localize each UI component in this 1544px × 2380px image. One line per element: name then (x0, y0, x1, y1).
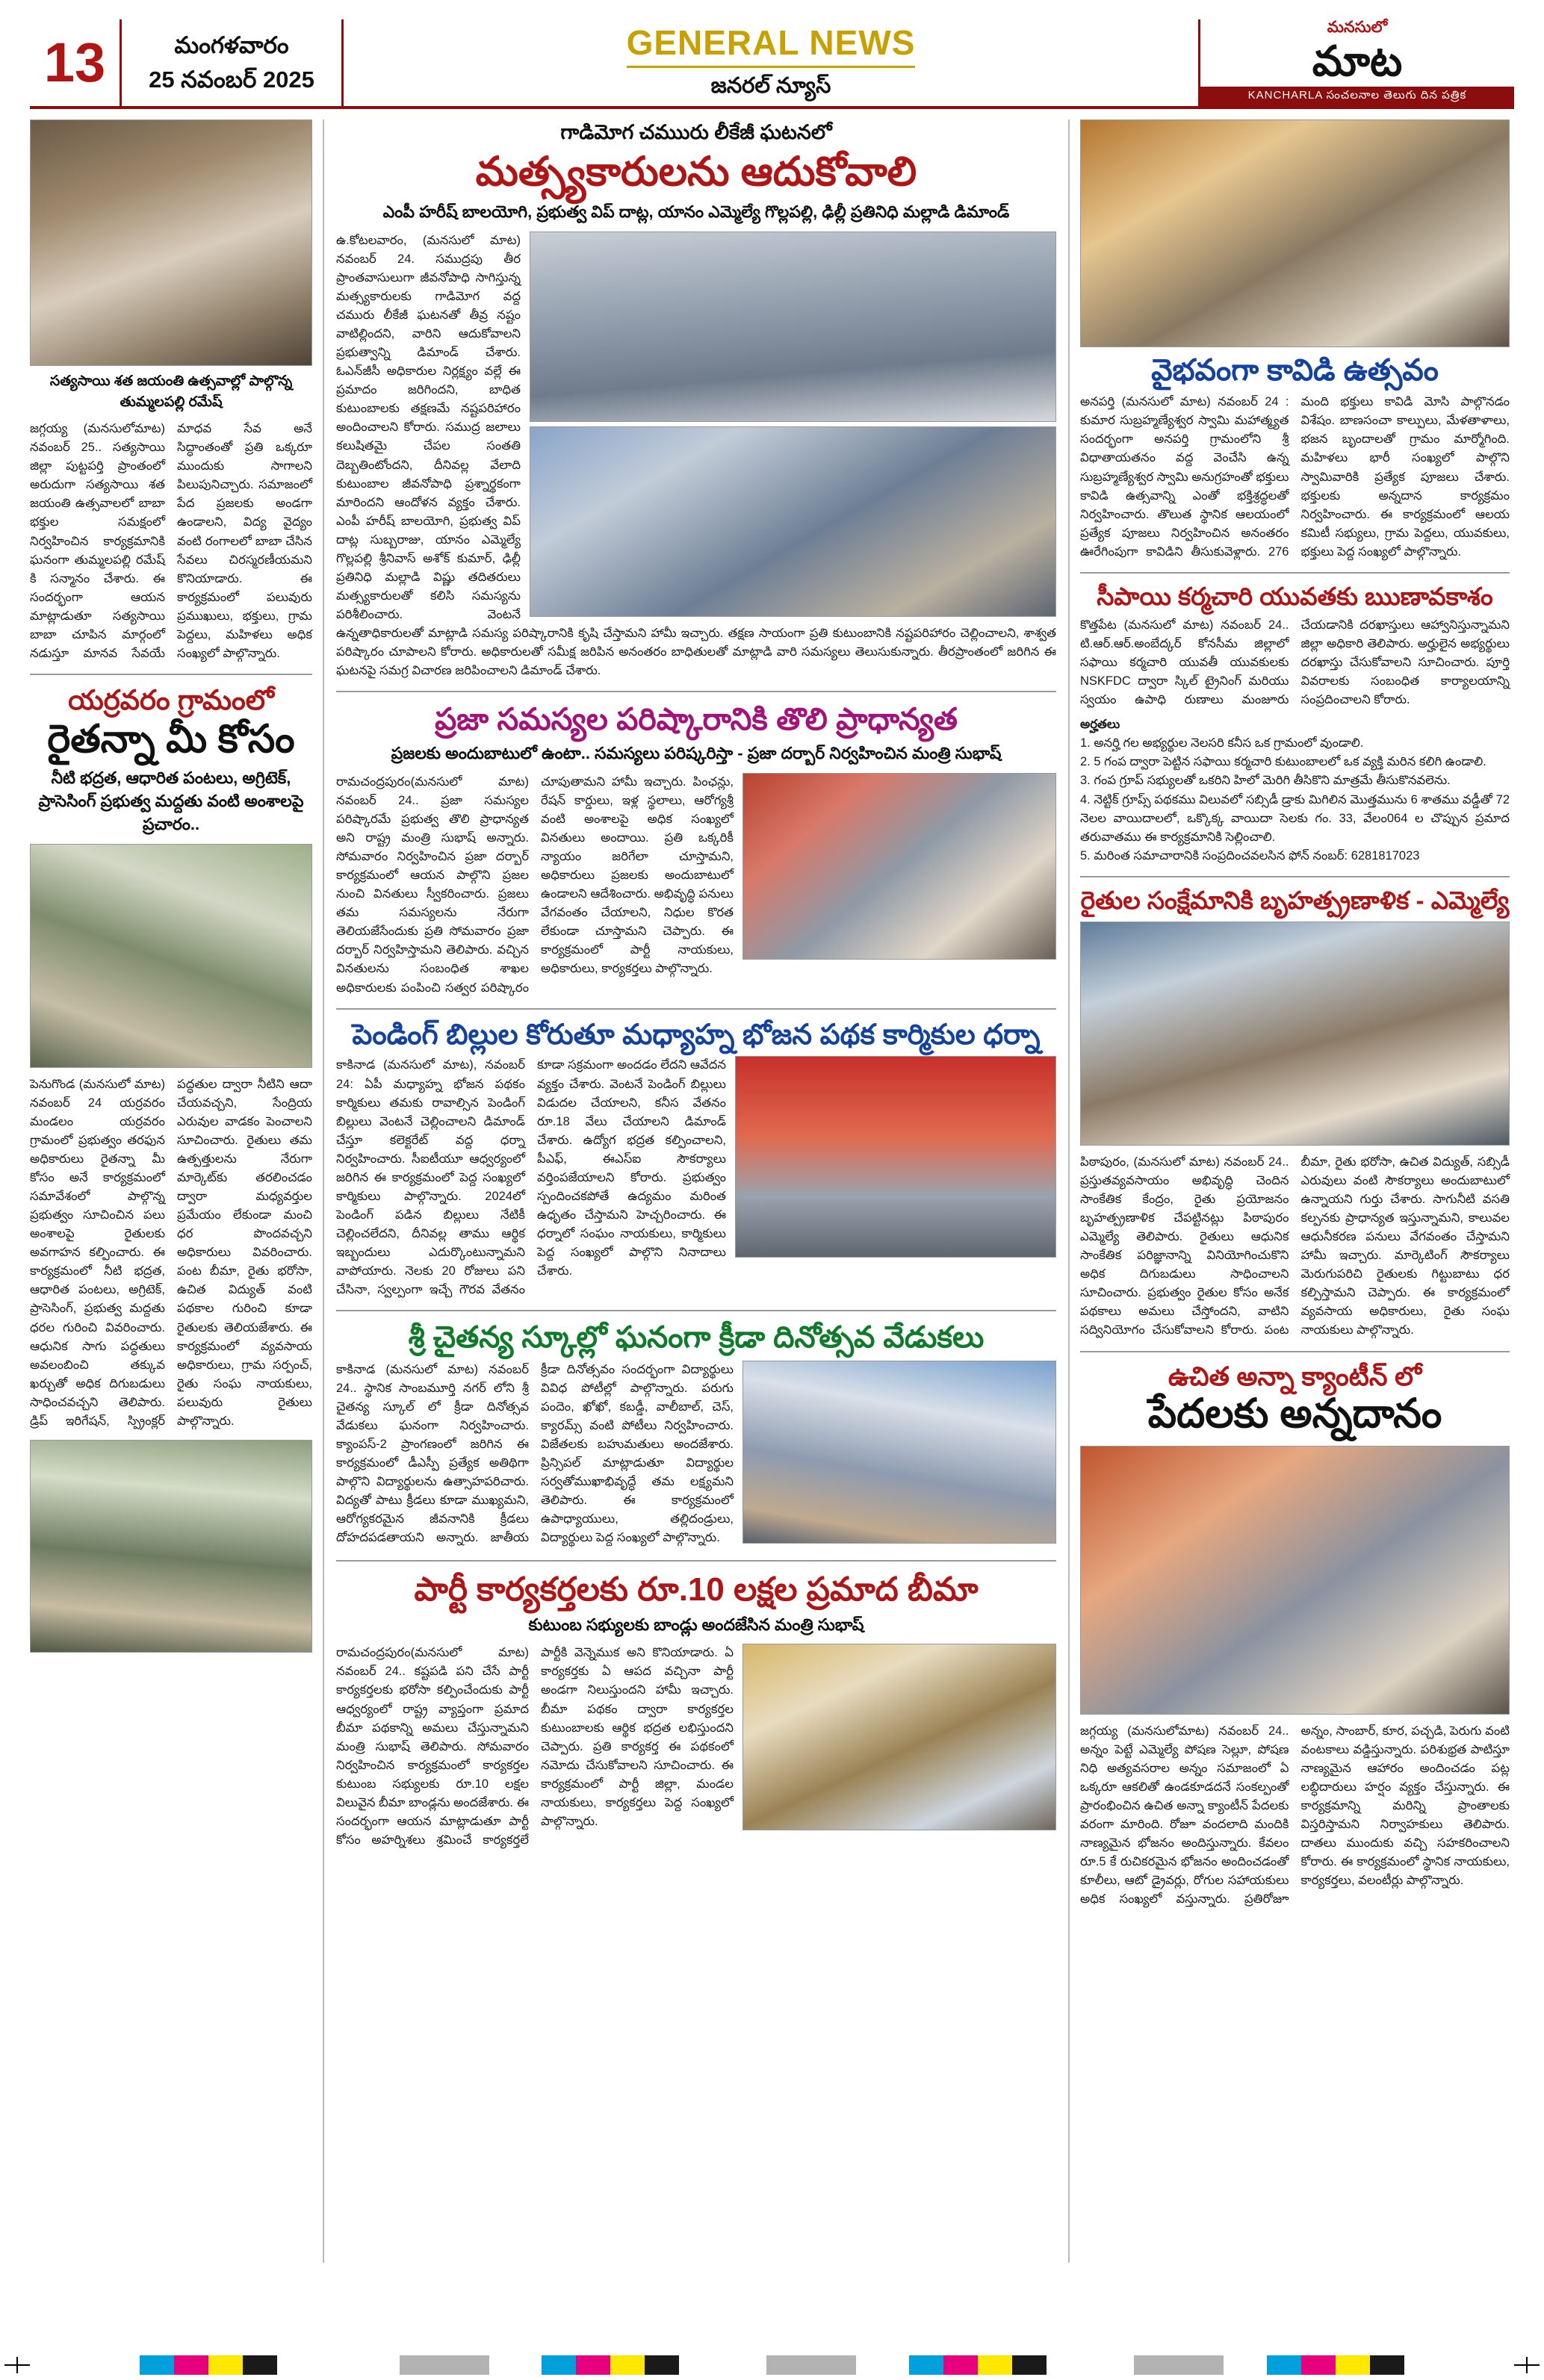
divider (30, 674, 312, 675)
headline-anna-canteen-2: పేదలకు అన్నదానం (1147, 1391, 1442, 1436)
figure-midday-meal (735, 1056, 1056, 1258)
kicker-oil-leak: గాడిమోగ చముురు లీకేజీ ఘటనలో (560, 121, 832, 143)
body-sports-day: కాకినాడ (మనసులో మాట) నవంబర్ 24.. స్థానిక సాంబమూర్తి నగర్ లోని శ్రీ చైతన్య స్కూల్ లో క్రీడా దినోత్సవ వేడుకలు ఘనంగా నిర్వహించారు. క్యాంపస్-2 ప్రాంగణంలో జరిగిన ఈ కార్యక్రమంలో డీఎస్పీ ప్రత్యేక అతిథిగా పాల్గొని విద్యార్థులను ఉత్సాహపరిచారు. విద్యతో పాటు క్రీడలు కూడా ముఖ్యమని, ఆరోగ్యకరమైన జీవనానికి క్రీడలు దోహదపడతాయని అన్నారు. జాతీయ క్రీడా దినోత్సవం సందర్భంగా విద్యార్థులు వివిధ పోటీల్లో పాల్గొన్నారు. పరుగు పందెం, ఖోఖో, కబడ్డీ, వాలీబాల్, చెస్, క్యారమ్స్ వంటి పోటీలు నిర్వహించారు. విజేతలకు బహుమతులు అందజేశారు. ప్రిన్సిపల్ మాట్లాడుతూ విద్యార్థుల సర్వతోముఖాభివృద్ధే తమ లక్ష్యమని తెలిపారు. ఈ కార్యక్రమంలో ఉపాధ్యాయులు, తల్లిదండ్రులు, విద్యార్థులు పెద్ద సంఖ్యలో పాల్గొన్నారు. (336, 1362, 734, 1545)
story-praja-darbar (336, 701, 1056, 997)
date-block (120, 19, 344, 106)
list-item: 1. అనర్హి గల అభ్యర్థుల నెలసరి కనీస ఒక గ్రామంలో వుండాలి. (1080, 736, 1364, 751)
list-item: 5. మరింత సమాచారానికి సంప్రదించవలసిన ఫోన్ నంబర్: 6281817023 (1080, 848, 1420, 863)
story-satyasai (30, 119, 312, 663)
photo-kavadi (1080, 119, 1510, 347)
photo-praja-darbar (742, 773, 1056, 960)
page-columns (30, 119, 1514, 2263)
headline-insurance: పార్టీ కార్యకర్తలకు రూ.10 లక్షల ప్రమాద బీమా (414, 1570, 979, 1608)
print-registration-bar (0, 2350, 1544, 2380)
figure-insurance (742, 1644, 1056, 1830)
headline-safai-loans: సీపాయి కర్మచారి యువతకు ఋణావకాశం (1097, 582, 1493, 610)
figure-praja-darbar (742, 773, 1056, 960)
section-title (344, 19, 1200, 106)
headline-praja-darbar: ప్రజా సమస్యల పరిష్కారానికి తొలి ప్రాధాన్యత (435, 702, 958, 737)
logo-footer-bar: KANCHARLA సంచలనాల తెలుగు దిన పత్రిక (1200, 87, 1514, 107)
headline-oil-leak: మత్స్యకారులను ఆదుకోవాలి (475, 149, 917, 195)
logo-wordmark: మాట (1312, 37, 1403, 84)
photo-anna-canteen (1080, 1446, 1510, 1715)
photo-yerravaram-2 (30, 1440, 312, 1653)
body-kavadi: అనపర్తి (మనసులో మాట) నవంబర్ 24 : కుమార సుబ్రహ్మణ్యేశ్వర స్వామి మహాత్మ్యత సందర్భంగా అనపర్తి గ్రామంలోని శ్రీ విధాతాయతనం వద్ద వెంచేసి ఉన్న సుబ్రహ్మణ్యేశ్వర స్వామి అనుగ్రహంతో భక్తులు కావిడి ఉత్సవాన్ని ఎంతో భక్తిశ్రద్ధలతో నిర్వహించారు. తొలుత స్థానిక ఆలయంలో ప్రత్యేక పూజలు నిర్వహించిన అనంతరం ఊరేగింపుగా కావిడిని తీసుకువెళ్లారు. 276 మంది భక్తులు కావిడి మోసి పాల్గొనడం విశేషం. బాణసంచా కాల్పులు, మేళతాళాలు, భజన బృందాలతో గ్రామం మార్మోగింది. మహిళలు భారీ సంఖ్యలో పాల్గొని స్వామివారికి ప్రత్యేక పూజలు చేశారు. భక్తులకు అన్నదాన కార్యక్రమం నిర్వహించారు. ఈ కార్యక్రమంలో ఆలయ కమిటీ సభ్యులు, గ్రామ పెద్దలు, యువకులు, భక్తులు పెద్ద సంఖ్యలో పాల్గొన్నారు. (1080, 395, 1510, 559)
registration-cross-icon (0, 2355, 34, 2375)
body-midday-meal: కాకినాడ (మనసులో మాట), నవంబర్ 24: ఏపీ మధ్యాహ్న భోజన పథకం కార్మికులు తమకు రావాల్సిన పెండింగ్ బిల్లులు వెంటనే చెల్లించాలని డిమాండ్ చేస్తూ కలెక్టరేట్ వద్ద ధర్నా నిర్వహించారు. సీఐటీయూ ఆధ్వర్యంలో జరిగిన ఈ కార్యక్రమంలో పెద్ద సంఖ్యలో కార్మికులు పాల్గొన్నారు. 2024లో పెండింగ్ పడిన బిల్లులు నేటికీ చెల్లించలేదని, దీనివల్ల తాము ఆర్థిక ఇబ్బందులు ఎదుర్కొంటున్నామని వాపోయారు. నెలకు 20 రోజులు పని చేసినా, స్వల్పంగా ఇచ్చే గౌరవ వేతనం కూడా సక్రమంగా అందడం లేదని ఆవేదన వ్యక్తం చేశారు. వెంటనే పెండింగ్ బిల్లులు విడుదల చేయాలని, కనీస వేతనం రూ.18 వేలు చేయాలని డిమాండ్ చేశారు. ఉద్యోగ భద్రత కల్పించాలని, పీఎఫ్, ఈఎస్ఐ సౌకర్యాలు వర్తింపజేయాలని కోరారు. ప్రభుత్వం స్పందించకపోతే ఉద్యమం మరింత ఉధృతం చేస్తామని హెచ్చరించారు. ఈ ధర్నాలో సంఘం నాయకులు, కార్మికులు పెద్ద సంఖ్యలో పాల్గొని నినాదాలు చేశారు. (336, 1058, 726, 1297)
story-insurance (336, 1570, 1056, 1851)
body-anna-canteen: జగ్గయ్య (మనసులోమాట) నవంబర్ 24.. అన్నం పెట్టే ఎమ్మెల్యే పోషణ సెల్లూ, పోషణ నిధి అత్యవసరాల అన్నం సమాజంలో ఏ ఒక్కరూ ఆకలితో ఉండకూడదనే సంకల్పంతో ప్రారంభించిన ఉచిత అన్నా క్యాంటీన్ పేదలకు వరంగా మారింది. రోజూ వందలాది మందికి నాణ్యమైన భోజనం అందిస్తున్నారు. కేవలం రూ.5 కే రుచికరమైన భోజనం అందించడంతో కూలీలు, ఆటో డ్రైవర్లు, రోగుల సహాయకులు అధిక సంఖ్యలో వస్తున్నారు. ప్రతిరోజూ అన్నం, సాంబార్, కూర, పచ్చడి, పెరుగు వంటి వంటకాలు వడ్డిస్తున్నారు. పరిశుభ్రత పాటిస్తూ నాణ్యమైన ఆహారం అందించడం పట్ల లబ్ధిదారులు హర్షం వ్యక్తం చేస్తున్నారు. ఈ కార్యక్రమాన్ని మరిన్ని ప్రాంతాలకు విస్తరిస్తామని నిర్వాహకులు తెలిపారు. దాతలు ముందుకు వచ్చి సహకరించాలని కోరారు. ఈ కార్యక్రమంలో స్థానిక నాయకులు, కార్యకర్తలు, వలంటీర్లు పాల్గొన్నారు. (1080, 1724, 1510, 1907)
weekday: మంగళవారం (174, 31, 289, 58)
headline-midday-meal: పెండింగ్ బిల్లుల కోరుతూ మధ్యాహ్న భోజన పథక కార్మికుల ధర్నా (352, 1019, 1041, 1051)
photo-midday-meal (735, 1056, 1056, 1258)
divider (336, 1560, 1056, 1562)
headline-anna-canteen-1: ఉచిత అన్నా క్యాంటీన్ లో (1168, 1361, 1422, 1391)
subhead-insurance: కుటుంబ సభ్యులకు బాండ్లు అందజేసిన మంత్రి సుభాష్ (528, 1615, 864, 1634)
divider (1080, 876, 1510, 877)
body-safai-loans: కొత్తపేట (మనసులో మాట) నవంబర్ 24.. టి.ఆర్.ఆర్.అంబేద్కర్ కోనసీమ జిల్లాలో సఫాయి కర్మచారి యువతీ యువకులకు NSKFDC ద్వారా స్కిల్ ట్రైనింగ్ మరియు స్వయం ఉపాధి రుణాలు మంజూరు చేయడానికి దరఖాస్తులు ఆహ్వానిస్తున్నామని జిల్లా అధికారి తెలిపారు. అర్హులైన అభ్యర్థులు దరఖాస్తు చేసుకోవాలని సూచించారు. పూర్తి వివరాలకు సంబంధిత కార్యాలయాన్ని సంప్రదించాలని కోరారు. (1080, 618, 1510, 707)
column-middle (323, 119, 1070, 2263)
photo-satyasai (30, 119, 312, 366)
masthead (30, 19, 1514, 109)
subhead-yerravaram: నీటి భద్రత, ఆధారిత పంటలు, అగ్రిటెక్, ప్రాసెసింగ్ ప్రభుత్వ మద్దతు వంటి అంశాలపై ప్రచారం.. (38, 768, 304, 833)
registration-cross-icon (1510, 2355, 1544, 2375)
divider (336, 1310, 1056, 1311)
photo-yerravaram (30, 844, 312, 1068)
story-safai-loans (1080, 582, 1510, 866)
column-left (30, 119, 312, 2263)
headline-farmers-plan: రైతుల సంక్షేమానికి బృహత్ప్రణాళిక - ఎమ్మెల్యే (1080, 886, 1510, 914)
column-right (1080, 119, 1510, 2263)
divider (1080, 572, 1510, 574)
figure-oil-leak (530, 232, 1056, 617)
story-kavadi (1080, 119, 1510, 562)
subhead-oil-leak: ఎంపీ హరీష్ బాలయోగి, ప్రభుత్వ విప్ దాట్ల, యానం ఎమ్మెల్యే గొల్లపల్లి, ఢిల్లీ ప్రతినిధి మల్లాడి డిమాండ్ (382, 202, 1010, 221)
story-midday-meal (336, 1019, 1056, 1300)
divider (1080, 1351, 1510, 1352)
label-eligibility: అర్హతలు (1080, 718, 1120, 732)
headline-yerravaram-2: రైతన్నా మీ కోసం (47, 717, 295, 761)
headline-kavadi: వైభవంగా కావిడి ఉత్సవం (1151, 354, 1439, 387)
story-sports-day (336, 1320, 1056, 1549)
list-item: 3. గంప గ్రూప్ సభ్యులతో ఒకరిని హిలో మెరిగి తీసికొని మాత్రమే తీసుకొనవలెను. (1080, 774, 1451, 788)
photo-farmers-plan (1080, 922, 1510, 1146)
body-farmers-plan: పిఠాపురం, (మనసులో మాట) నవంబర్ 24.. ప్రస్తుతవ్యవసాయం అభివృద్ధి చెందిన సాంకేతిక కేంద్రం, రైతు ప్రయోజనం బృహత్ప్రణాళిక చేపట్టినట్లు పిఠాపురం ఎమ్మెల్యే తెలిపారు. రైతులు ఆధునిక సాంకేతిక పరిజ్ఞానాన్ని వినియోగించుకొని అధిక దిగుబడులు సాధించాలని సూచించారు. ప్రభుత్వం రైతుల కోసం అనేక పథకాలు అమలు చేస్తోందని, వాటిని సద్వినియోగం చేసుకోవాలని కోరారు. పంట బీమా, రైతు భరోసా, ఉచిత విద్యుత్, సబ్సిడీ ఎరువులు వంటి సౌకర్యాలు అందుబాటులో ఉన్నాయని గుర్తు చేశారు. సాగునీటి వసతి కల్పనకు ప్రాధాన్యత ఇస్తున్నామని, కాలువల ఆధునీకరణ పనులు వేగవంతం చేస్తామని హామీ ఇచ్చారు. మార్కెటింగ్ సౌకర్యాలు మెరుగుపరిచి రైతులకు గిట్టుబాటు ధర కల్పిస్తామని చెప్పారు. ఈ కార్యక్రమంలో వ్యవసాయ అధికారులు, రైతు సంఘ నాయకులు పాల్గొన్నారు. (1080, 1155, 1510, 1337)
body-yerravaram: పెనుగొండ (మనసులో మాట) నవంబర్ 24 యర్రవరం మండలం యర్రవరం గ్రామంలో ప్రభుత్వం తరఫున అధికారులు రైతన్నా మీ కోసం అనే కార్యక్రమంలో సమావేశంలో పాల్గొన్న ప్రభుత్వం సూచించిన పలు అంశాలపై రైతులకు అవగాహన కల్పించారు. ఈ కార్యక్రమంలో నీటి భద్రత, ఆధారిత పంటలు, అగ్రిటెక్, ప్రాసెసింగ్, ప్రభుత్వ మద్దతు ధరల గురించి వివరించారు. ఆధునిక సాగు పద్ధతులు అవలంబించి తక్కువ ఖర్చుతో అధిక దిగుబడులు సాధించవచ్చని తెలిపారు. డ్రిప్ ఇరిగేషన్, స్ప్రింక్లర్ పద్ధతుల ద్వారా నీటిని ఆదా చేయవచ్చని, సేంద్రియ ఎరువుల వాడకం పెంచాలని సూచించారు. రైతులు తమ ఉత్పత్తులను నేరుగా మార్కెట్‌కు తరలించడం ద్వారా మధ్యవర్తుల ప్రమేయం లేకుండా మంచి ధర పొందవచ్చని అధికారులు వివరించారు. పంట బీమా, రైతు భరోసా, ఉచిత విద్యుత్ వంటి పథకాల గురించి కూడా రైతులకు తెలియజేశారు. ఈ కార్యక్రమంలో వ్యవసాయ అధికారులు, గ్రామ సర్పంచ్, రైతు సంఘ నాయకులు, పలువురు రైతులు పాల్గొన్నారు. (30, 1077, 312, 1428)
photo-sports-day (742, 1361, 1056, 1544)
list-eligibility (1080, 734, 1510, 866)
story-yerravaram (30, 684, 312, 1653)
caption-satyasai: సత్యసాయి శత జయంతి ఉత్సవాల్లో పాల్గొన్న తుమ్మలపల్లి రమేష్ (49, 373, 293, 410)
paper-logo (1200, 19, 1514, 106)
newspaper-page (0, 19, 1544, 2380)
headline-yerravaram-1: యర్రవరం గ్రామంలో (68, 685, 274, 716)
page-number: 13 (43, 31, 106, 93)
photo-insurance (742, 1644, 1056, 1830)
list-item: 4. నెట్టిక్ గ్రూప్స్ పథకము విలువలో సబ్సిడీ డ్రాకు మిగిలిన మొత్తమును 6 శాతము వడ్డీతో 72 నెలల వాయిదాలలో, ఒక్కొక్క వాయిదా సెలకు గం. 33, వేలం064 ల చొప్పున ప్రమాద తరువాతము ఈ కార్యక్రమానికి సెల్లించాలి. (1080, 792, 1510, 844)
story-anna-canteen (1080, 1361, 1510, 1910)
photo-oil-leak-2 (530, 426, 1056, 617)
body-oil-leak: ఉ.కోటలవారం, (మనసులో మాట) నవంబర్ 24. సముద్రపు తీర ప్రాంతవాసులుగా జీవనోపాధి సాగిస్తున్న మత్స్యకారులకు గాడిమోగ వద్ద చమురు లీకేజీ ఘటనతో తీవ్ర నష్టం వాటిల్లిందని, వారిని ఆదుకోవాలని ప్రభుత్వాన్ని డిమాండ్ చేశారు. ఓఎన్‌జీసీ అధికారుల నిర్లక్ష్యం వల్లే ఈ ప్రమాదం జరిగిందని, బాధిత కుటుంబాలకు తక్షణమే నష్టపరిహారం అందించాలని కోరారు. సముద్ర జలాలు కలుషితమై చేపల సంతతి దెబ్బతింటోందని, దీనివల్ల వేలాది కుటుంబాల జీవనోపాధి ప్రశ్నార్థకంగా మారిందని ఆందోళన వ్యక్తం చేశారు. ఎంపీ హరీష్ బాలయోగి, ప్రభుత్వ విప్ దాట్ల సుబ్బరాజు, యానం ఎమ్మెల్యే గొల్లపల్లి శ్రీనివాస్ అశోక్ కుమార్, ఢిల్లీ ప్రతినిధి మల్లాడి విష్ణు తదితరులు మత్స్యకారులతో కలిసి సమస్యను పరిశీలించారు. వెంటనే ఉన్నతాధికారులతో మాట్లాడి సమస్య పరిష్కారానికి కృషి చేస్తామని హామీ ఇచ్చారు. తక్షణ సాయంగా ప్రతి కుటుంబానికి నష్టపరిహారం చెల్లించాలని, శాశ్వత పరిష్కారం చూపాలని కోరారు. అధికారులతో సమీక్ష జరిపిన అనంతరం బాధితులతో మాట్లాడి వారి సమస్యలు తెలుసుకున్నారు. తీరప్రాంతంలో జరిగిన ఈ ఘటనపై సమగ్ర విచారణ జరిపించాలని డిమాండ్ చేశారు. (336, 233, 1056, 678)
section-title-en: GENERAL NEWS (627, 22, 916, 68)
divider (336, 1008, 1056, 1010)
body-insurance: రామచంద్రపురం(మనసులో మాట) నవంబర్ 24.. కష్టపడి పని చేసే పార్టీ కార్యకర్తలకు భరోసా కల్పించేందుకు పార్టీ ఆధ్వర్యంలో రాష్ట్ర వ్యాప్తంగా ప్రమాద బీమా పథకాన్ని అమలు చేస్తున్నామని మంత్రి సుభాష్ తెలిపారు. సోమవారం నిర్వహించిన కార్యక్రమంలో కార్యకర్తల కుటుంబ సభ్యులకు రూ.10 లక్షల విలువైన బీమా బాండ్లను అందజేశారు. ఈ సందర్భంగా ఆయన మాట్లాడుతూ పార్టీ కోసం అహర్నిశలు శ్రమించే కార్యకర్తలే పార్టీకి వెన్నెముక అని కొనియాడారు. ఏ కార్యకర్తకు ఏ ఆపద వచ్చినా పార్టీ అండగా నిలుస్తుందని హామీ ఇచ్చారు. బీమా పథకం ద్వారా కార్యకర్తల కుటుంబాలకు ఆర్థిక భద్రత లభిస్తుందని చెప్పారు. ప్రతి కార్యకర్త ఈ పథకంలో నమోదు చేసుకోవాలని సూచించారు. ఈ కార్యక్రమంలో పార్టీ జిల్లా, మండల నాయకులు, కార్యకర్తలు పెద్ద సంఖ్యలో పాల్గొన్నారు. (336, 1646, 734, 1848)
story-oil-leak (336, 119, 1056, 680)
logo-tagline-top: మనసులో (1327, 19, 1388, 36)
body-praja-darbar: రామచంద్రపురం(మనసులో మాట) నవంబర్ 24.. ప్రజా సమస్యల పరిష్కారమే ప్రభుత్వ తొలి ప్రాధాన్యత అని రాష్ట్ర మంత్రి సుభాష్ అన్నారు. సోమవారం నిర్వహించిన ప్రజా దర్బార్ కార్యక్రమంలో ఆయన పాల్గొని ప్రజల నుంచి వినతులు స్వీకరించారు. ప్రజలు తమ సమస్యలను నేరుగా తెలియజేసేందుకు ప్రతి సోమవారం ప్రజా దర్బార్ నిర్వహిస్తామని తెలిపారు. వచ్చిన వినతులను సంబంధిత శాఖల అధికారులకు పంపించి సత్వర పరిష్కారం చూపుతామని హామీ ఇచ్చారు. పింఛన్లు, రేషన్ కార్డులు, ఇళ్ల స్థలాలు, ఆరోగ్యశ్రీ వంటి అంశాలపై అధిక సంఖ్యలో వినతులు అందాయి. ప్రతి ఒక్కరికీ న్యాయం జరిగేలా చూస్తామని, అధికారులు ప్రజలకు అందుబాటులో ఉండాలని ఆదేశించారు. అభివృద్ధి పనులు వేగవంతం చేయాలని, నిధుల కొరత లేకుండా చూస్తామని చెప్పారు. ఈ కార్యక్రమంలో పార్టీ నాయకులు, అధికారులు, కార్యకర్తలు పాల్గొన్నారు. (336, 774, 734, 995)
photo-oil-leak-1 (530, 232, 1056, 422)
figure-sports-day (742, 1361, 1056, 1544)
subhead-praja-darbar: ప్రజలకు అందుబాటులో ఉంటా.. సమస్యలు పరిష్కరిస్తా - ప్రజా దర్బార్ నిర్వహించిన మంత్రి సుభాష్ (391, 743, 1002, 762)
list-item: 2. 5 గంప ద్వారా పెట్టిన సఫాయి కర్మచారి కుటుంబాలలో ఒక వ్యక్తి మరిన కలిగి ఉండాలి. (1080, 755, 1486, 769)
story-farmers-plan (1080, 886, 1510, 1340)
section-title-te: జనరల్ న్యూస్ (710, 73, 831, 98)
headline-sports-day: శ్రీ చైతన్య స్కూల్లో ఘనంగా క్రీడా దినోత్సవ వేడుకలు (408, 1321, 985, 1355)
divider (336, 691, 1056, 692)
body-satyasai: జగ్గయ్య (మనసులోమాట) నవంబర్ 25.. సత్యసాయి జిల్లా పుట్టపర్తి ప్రాంతంలో అరుదుగా సత్యసాయి శత జయంతి ఉత్సవాలలో బాబా భక్తుల సమక్షంలో నిర్వహించిన కార్యక్రమానికి ఘనంగా తుమ్మలపల్లి రమేష్ కి సన్మానం చేశారు. ఈ సందర్భంగా ఆయన మాట్లాడుతూ సత్యసాయి బాబా చూపిన మార్గంలో నడుస్తూ మానవ సేవయే మాధవ సేవ అనే సిద్ధాంతంతో ప్రతి ఒక్కరూ ముందుకు సాగాలని పిలుపునిచ్చారు. సమాజంలో పేద ప్రజలకు అండగా ఉండాలని, విద్య వైద్యం వంటి రంగాలలో బాబా చేసిన సేవలు చిరస్మరణీయమని కొనియాడారు. ఈ కార్యక్రమంలో పలువురు ప్రముఖులు, భక్తులు, గ్రామ పెద్దలు, మహిళలు అధిక సంఖ్యలో పాల్గొన్నారు. (30, 422, 312, 661)
date: 25 నవంబర్ 2025 (149, 66, 314, 93)
